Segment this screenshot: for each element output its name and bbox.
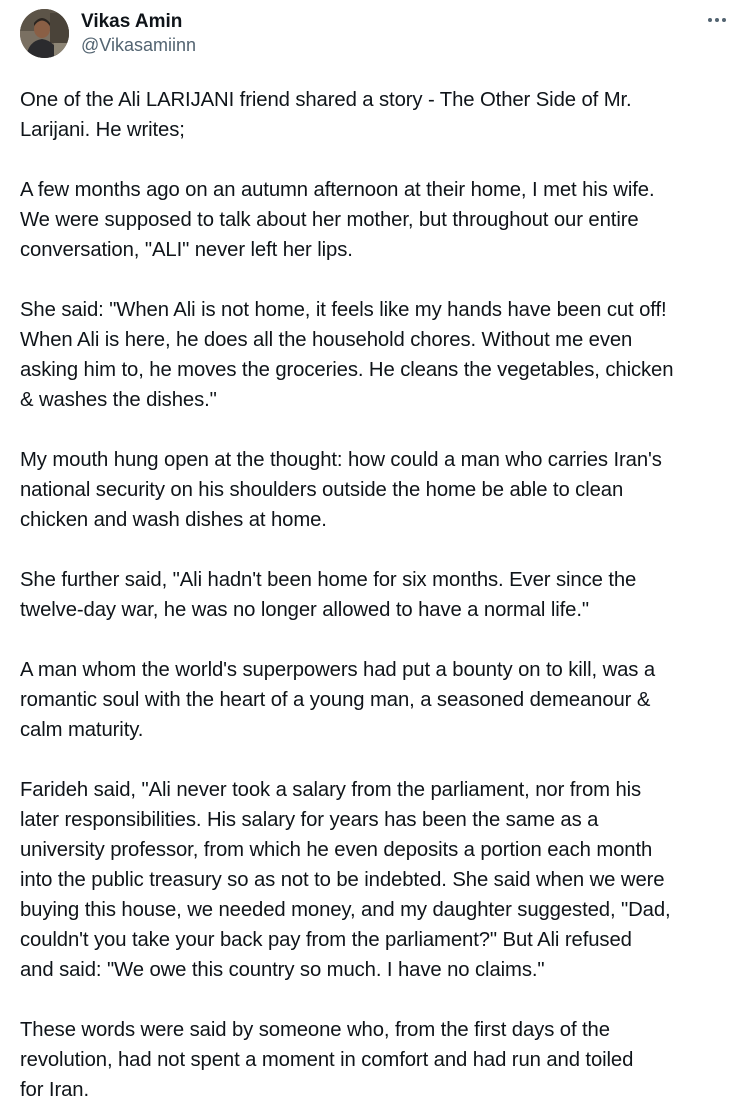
tweet-text-line: asking him to, he moves the groceries. He cleans the vegetables, chicken xyxy=(20,359,674,381)
tweet-text xyxy=(20,85,730,1105)
avatar[interactable] xyxy=(20,9,69,58)
more-horizontal-icon xyxy=(706,10,728,30)
tweet-text-line: revolution, had not spent a moment in comfort and had run and toiled xyxy=(20,1049,634,1071)
tweet-text-line: and said: "We owe this country so much. I have no claims." xyxy=(20,959,545,981)
tweet-text-line: into the public treasury so as not to be indebted. She said when we were xyxy=(20,869,665,891)
tweet-text-line: One of the Ali LARIJANI friend shared a story - The Other Side of Mr. xyxy=(20,89,632,111)
author-handle[interactable]: @Vikasamiinn xyxy=(81,35,196,55)
tweet-paragraph xyxy=(20,565,730,625)
tweet-text-line: Larijani. He writes; xyxy=(20,119,185,141)
tweet-paragraph xyxy=(20,775,730,985)
tweet-text-line: She said: "When Ali is not home, it feels like my hands have been cut off! xyxy=(20,299,667,321)
tweet-text-line: My mouth hung open at the thought: how could a man who carries Iran's xyxy=(20,449,662,471)
tweet-paragraph xyxy=(20,175,730,265)
tweet-text-line: later responsibilities. His salary for years has been the same as a xyxy=(20,809,599,831)
profile-photo-icon xyxy=(20,9,69,58)
tweet-paragraph xyxy=(20,1015,730,1105)
tweet-text-line: couldn't you take your back pay from the parliament?" But Ali refused xyxy=(20,929,632,951)
tweet-header xyxy=(20,8,730,68)
tweet-text-line: for Iran. xyxy=(20,1079,89,1101)
tweet-text-line: conversation, "ALI" never left her lips. xyxy=(20,239,353,261)
tweet-paragraph xyxy=(20,445,730,535)
tweet-text-line: These words were said by someone who, from the first days of the xyxy=(20,1019,610,1041)
tweet-text-line: romantic soul with the heart of a young man, a seasoned demeanour & xyxy=(20,689,651,711)
author-block xyxy=(81,10,196,57)
tweet-text-line: & washes the dishes." xyxy=(20,389,217,411)
tweet-text-line: She further said, "Ali hadn't been home for six months. Ever since the xyxy=(20,569,637,591)
tweet-text-line: A man whom the world's superpowers had put a bounty on to kill, was a xyxy=(20,659,656,681)
tweet-text-line: We were supposed to talk about her mother, but throughout our entire xyxy=(20,209,639,231)
tweet-text-line: buying this house, we needed money, and my daughter suggested, "Dad, xyxy=(20,899,671,921)
tweet-text-line: national security on his shoulders outside the home be able to clean xyxy=(20,479,624,501)
tweet-text-line: university professor, from which he even deposits a portion each month xyxy=(20,839,653,861)
author-display-name[interactable]: Vikas Amin xyxy=(81,11,183,32)
tweet-paragraph xyxy=(20,655,730,745)
tweet-paragraph xyxy=(20,295,730,415)
tweet-text-line: A few months ago on an autumn afternoon at their home, I met his wife. xyxy=(20,179,655,201)
tweet-paragraph xyxy=(20,85,730,145)
tweet-text-line: chicken and wash dishes at home. xyxy=(20,509,327,531)
tweet-text-line: When Ali is here, he does all the household chores. Without me even xyxy=(20,329,633,351)
tweet-text-line: twelve-day war, he was no longer allowed to have a normal life." xyxy=(20,599,589,621)
tweet-text-line: calm maturity. xyxy=(20,719,144,741)
tweet-text-line: Farideh said, "Ali never took a salary from the parliament, nor from his xyxy=(20,779,642,801)
more-options-button[interactable] xyxy=(706,10,728,30)
